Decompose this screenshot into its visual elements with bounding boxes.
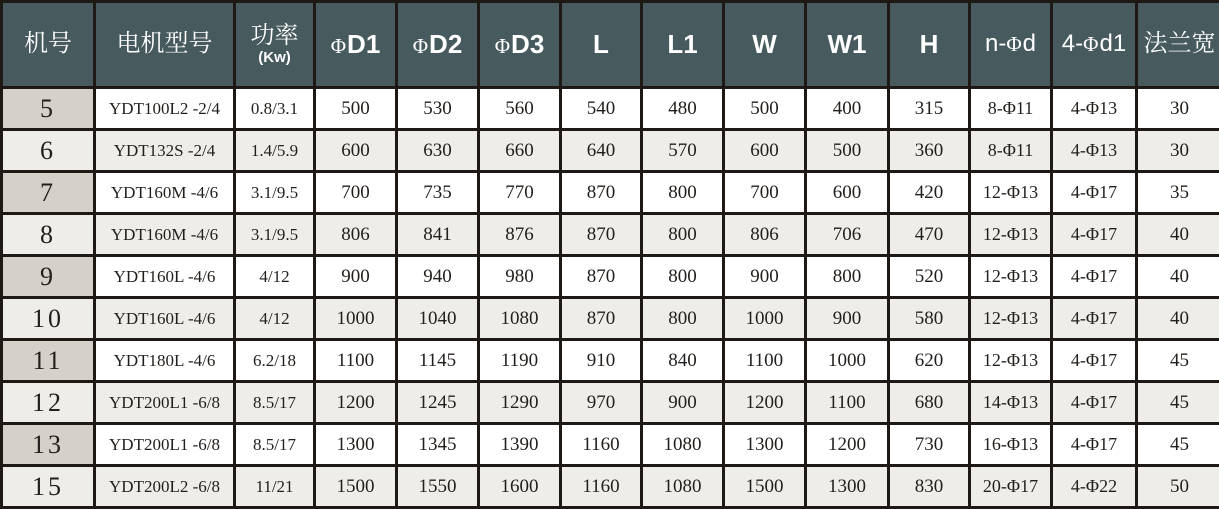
row-number-cell: 5 bbox=[2, 88, 95, 130]
row-number-cell: 13 bbox=[2, 424, 95, 466]
table-cell: 500 bbox=[724, 88, 806, 130]
row-number-cell: 6 bbox=[2, 130, 95, 172]
table-cell: 500 bbox=[806, 130, 889, 172]
table-cell: 600 bbox=[724, 130, 806, 172]
header-cell-w1 bbox=[806, 2, 889, 88]
row-number-cell: 9 bbox=[2, 256, 95, 298]
table-cell: 1000 bbox=[724, 298, 806, 340]
header-cell-jihao bbox=[2, 2, 95, 88]
table-body bbox=[2, 88, 1219, 508]
phi-symbol: Φ bbox=[494, 33, 511, 58]
table-cell: 630 bbox=[397, 130, 479, 172]
table-row-9 bbox=[2, 256, 1219, 298]
table-cell: 520 bbox=[889, 256, 970, 298]
table-cell: YDT160L -4/6 bbox=[95, 256, 235, 298]
table-cell: 4-Φ13 bbox=[1052, 130, 1137, 172]
table-cell: 770 bbox=[479, 172, 561, 214]
table-cell: 900 bbox=[315, 256, 397, 298]
table-cell: 40 bbox=[1137, 298, 1219, 340]
table-row-13 bbox=[2, 424, 1219, 466]
table-cell: 970 bbox=[561, 382, 642, 424]
table-cell: 940 bbox=[397, 256, 479, 298]
header-cell-d3 bbox=[479, 2, 561, 88]
table-cell: 12-Φ13 bbox=[970, 256, 1052, 298]
table-cell: 8.5/17 bbox=[235, 382, 315, 424]
header-label: d1 bbox=[1099, 30, 1127, 58]
row-number-cell: 12 bbox=[2, 382, 95, 424]
table-cell: 841 bbox=[397, 214, 479, 256]
header-cell-l bbox=[561, 2, 642, 88]
header-cell-power bbox=[235, 2, 315, 88]
header-cell-n-phi-d bbox=[970, 2, 1052, 88]
table-cell: 1.4/5.9 bbox=[235, 130, 315, 172]
table-cell: 400 bbox=[806, 88, 889, 130]
table-cell: 806 bbox=[315, 214, 397, 256]
table-cell: 706 bbox=[806, 214, 889, 256]
table-cell: 1100 bbox=[806, 382, 889, 424]
table-cell: 420 bbox=[889, 172, 970, 214]
header-sub-label: (Kw) bbox=[258, 48, 291, 66]
table-cell: YDT200L1 -6/8 bbox=[95, 424, 235, 466]
table-cell: 1500 bbox=[315, 466, 397, 508]
header-label: 4- bbox=[1061, 30, 1084, 58]
table-cell: 12-Φ13 bbox=[970, 340, 1052, 382]
header-row bbox=[2, 2, 1219, 88]
header-label: 电机型号 bbox=[116, 30, 213, 58]
table-cell: 730 bbox=[889, 424, 970, 466]
table-cell: 4-Φ17 bbox=[1052, 424, 1137, 466]
table-cell: 700 bbox=[724, 172, 806, 214]
table-cell: 1160 bbox=[561, 466, 642, 508]
header-label: L1 bbox=[667, 28, 698, 59]
table-cell: 1500 bbox=[724, 466, 806, 508]
header-label: d bbox=[1022, 30, 1037, 58]
table-cell: 800 bbox=[806, 256, 889, 298]
table-cell: 1245 bbox=[397, 382, 479, 424]
table-row-11 bbox=[2, 340, 1219, 382]
table-cell: 530 bbox=[397, 88, 479, 130]
header-label: 机号 bbox=[24, 30, 72, 58]
table-cell: 830 bbox=[889, 466, 970, 508]
table-cell: 8-Φ11 bbox=[970, 88, 1052, 130]
table-cell: 1000 bbox=[806, 340, 889, 382]
table-cell: 1600 bbox=[479, 466, 561, 508]
table-cell: 12-Φ13 bbox=[970, 298, 1052, 340]
table-cell: 900 bbox=[642, 382, 724, 424]
header-cell-h bbox=[889, 2, 970, 88]
row-number-cell: 7 bbox=[2, 172, 95, 214]
header-label: D1 bbox=[347, 28, 381, 59]
table-cell: 1390 bbox=[479, 424, 561, 466]
table-cell: 800 bbox=[642, 298, 724, 340]
header-cell-l1 bbox=[642, 2, 724, 88]
header-label: D2 bbox=[429, 28, 463, 59]
header-label: W bbox=[752, 28, 777, 59]
table-row-5 bbox=[2, 88, 1219, 130]
table-cell: 660 bbox=[479, 130, 561, 172]
table-cell: 50 bbox=[1137, 466, 1219, 508]
header-cell-d1 bbox=[315, 2, 397, 88]
table-cell: 800 bbox=[642, 172, 724, 214]
header-label: 法兰宽 bbox=[1143, 30, 1216, 58]
row-number-cell: 10 bbox=[2, 298, 95, 340]
table-cell: 315 bbox=[889, 88, 970, 130]
table-cell: YDT180L -4/6 bbox=[95, 340, 235, 382]
table-cell: 1145 bbox=[397, 340, 479, 382]
table-row-7 bbox=[2, 172, 1219, 214]
table-cell: 14-Φ13 bbox=[970, 382, 1052, 424]
table-row-8 bbox=[2, 214, 1219, 256]
table-row-6 bbox=[2, 130, 1219, 172]
table-cell: 1200 bbox=[315, 382, 397, 424]
table-cell: 20-Φ17 bbox=[970, 466, 1052, 508]
table-cell: 560 bbox=[479, 88, 561, 130]
table-cell: YDT160M -4/6 bbox=[95, 214, 235, 256]
table-cell: 1190 bbox=[479, 340, 561, 382]
table-cell: 11/21 bbox=[235, 466, 315, 508]
table-cell: 735 bbox=[397, 172, 479, 214]
table-cell: 1550 bbox=[397, 466, 479, 508]
table-cell: 1300 bbox=[806, 466, 889, 508]
table-cell: 640 bbox=[561, 130, 642, 172]
table-cell: 8-Φ11 bbox=[970, 130, 1052, 172]
table-cell: 1040 bbox=[397, 298, 479, 340]
table-cell: 620 bbox=[889, 340, 970, 382]
table-cell: 30 bbox=[1137, 130, 1219, 172]
row-number-cell: 8 bbox=[2, 214, 95, 256]
table-cell: 570 bbox=[642, 130, 724, 172]
table-cell: 3.1/9.5 bbox=[235, 172, 315, 214]
table-cell: YDT200L1 -6/8 bbox=[95, 382, 235, 424]
table-cell: 480 bbox=[642, 88, 724, 130]
table-cell: 470 bbox=[889, 214, 970, 256]
table-cell: 12-Φ13 bbox=[970, 172, 1052, 214]
table-cell: 980 bbox=[479, 256, 561, 298]
table-cell: 800 bbox=[642, 214, 724, 256]
table-cell: 1100 bbox=[724, 340, 806, 382]
table-cell: YDT100L2 -2/4 bbox=[95, 88, 235, 130]
table-cell: 0.8/3.1 bbox=[235, 88, 315, 130]
table-cell: 45 bbox=[1137, 340, 1219, 382]
table-cell: 4-Φ17 bbox=[1052, 298, 1137, 340]
table-cell: 6.2/18 bbox=[235, 340, 315, 382]
header-label: D3 bbox=[511, 28, 545, 59]
phi-symbol: Φ bbox=[1083, 32, 1099, 57]
table-cell: 900 bbox=[806, 298, 889, 340]
table-cell: 45 bbox=[1137, 382, 1219, 424]
table-cell: 1290 bbox=[479, 382, 561, 424]
table-cell: 1200 bbox=[724, 382, 806, 424]
table-cell: 40 bbox=[1137, 256, 1219, 298]
table-cell: 360 bbox=[889, 130, 970, 172]
table-row-12 bbox=[2, 382, 1219, 424]
header-label: H bbox=[919, 28, 939, 59]
table-cell: 4-Φ17 bbox=[1052, 172, 1137, 214]
table-cell: 870 bbox=[561, 298, 642, 340]
header-label: L bbox=[593, 28, 609, 59]
table-cell: 1300 bbox=[315, 424, 397, 466]
header-label: 功率 bbox=[250, 21, 299, 49]
table-cell: 4/12 bbox=[235, 298, 315, 340]
table-cell: 910 bbox=[561, 340, 642, 382]
header-cell-flange bbox=[1137, 2, 1219, 88]
table-cell: 1080 bbox=[642, 466, 724, 508]
table-cell: 600 bbox=[315, 130, 397, 172]
table-cell: 800 bbox=[642, 256, 724, 298]
header-label: n- bbox=[984, 30, 1007, 58]
table-cell: 840 bbox=[642, 340, 724, 382]
table-cell: 870 bbox=[561, 172, 642, 214]
row-number-cell: 11 bbox=[2, 340, 95, 382]
table-cell: 1000 bbox=[315, 298, 397, 340]
table-cell: 4/12 bbox=[235, 256, 315, 298]
table-cell: 1160 bbox=[561, 424, 642, 466]
table-cell: 4-Φ22 bbox=[1052, 466, 1137, 508]
table-cell: 580 bbox=[889, 298, 970, 340]
table-cell: 40 bbox=[1137, 214, 1219, 256]
row-number-cell: 15 bbox=[2, 466, 95, 508]
table-cell: 806 bbox=[724, 214, 806, 256]
table-cell: 700 bbox=[315, 172, 397, 214]
table-cell: 30 bbox=[1137, 88, 1219, 130]
header-cell-model bbox=[95, 2, 235, 88]
table-cell: 3.1/9.5 bbox=[235, 214, 315, 256]
table-cell: 870 bbox=[561, 214, 642, 256]
header-label: W1 bbox=[827, 28, 867, 59]
table-cell: 1300 bbox=[724, 424, 806, 466]
table-cell: YDT132S -2/4 bbox=[95, 130, 235, 172]
table-cell: 600 bbox=[806, 172, 889, 214]
table-cell: 900 bbox=[724, 256, 806, 298]
table-row-15 bbox=[2, 466, 1219, 508]
table-cell: 1080 bbox=[642, 424, 724, 466]
phi-symbol: Φ bbox=[1006, 32, 1022, 57]
table-cell: YDT160M -4/6 bbox=[95, 172, 235, 214]
table-cell: 876 bbox=[479, 214, 561, 256]
table-cell: 45 bbox=[1137, 424, 1219, 466]
table-cell: YDT160L -4/6 bbox=[95, 298, 235, 340]
table-cell: 500 bbox=[315, 88, 397, 130]
table-cell: 4-Φ17 bbox=[1052, 382, 1137, 424]
table-cell: 12-Φ13 bbox=[970, 214, 1052, 256]
table-cell: 540 bbox=[561, 88, 642, 130]
table-cell: 1345 bbox=[397, 424, 479, 466]
table-cell: 4-Φ17 bbox=[1052, 340, 1137, 382]
table-cell: YDT200L2 -6/8 bbox=[95, 466, 235, 508]
table-cell: 1100 bbox=[315, 340, 397, 382]
table-cell: 4-Φ13 bbox=[1052, 88, 1137, 130]
header-cell-w bbox=[724, 2, 806, 88]
table-cell: 16-Φ13 bbox=[970, 424, 1052, 466]
table-cell: 35 bbox=[1137, 172, 1219, 214]
header-cell-d2 bbox=[397, 2, 479, 88]
phi-symbol: Φ bbox=[330, 33, 347, 58]
table-cell: 8.5/17 bbox=[235, 424, 315, 466]
header-cell-4-phi-d1 bbox=[1052, 2, 1137, 88]
table-cell: 1200 bbox=[806, 424, 889, 466]
table-cell: 1080 bbox=[479, 298, 561, 340]
table-row-10 bbox=[2, 298, 1219, 340]
phi-symbol: Φ bbox=[412, 33, 429, 58]
table-cell: 680 bbox=[889, 382, 970, 424]
table-cell: 4-Φ17 bbox=[1052, 256, 1137, 298]
table-cell: 870 bbox=[561, 256, 642, 298]
table-cell: 4-Φ17 bbox=[1052, 214, 1137, 256]
